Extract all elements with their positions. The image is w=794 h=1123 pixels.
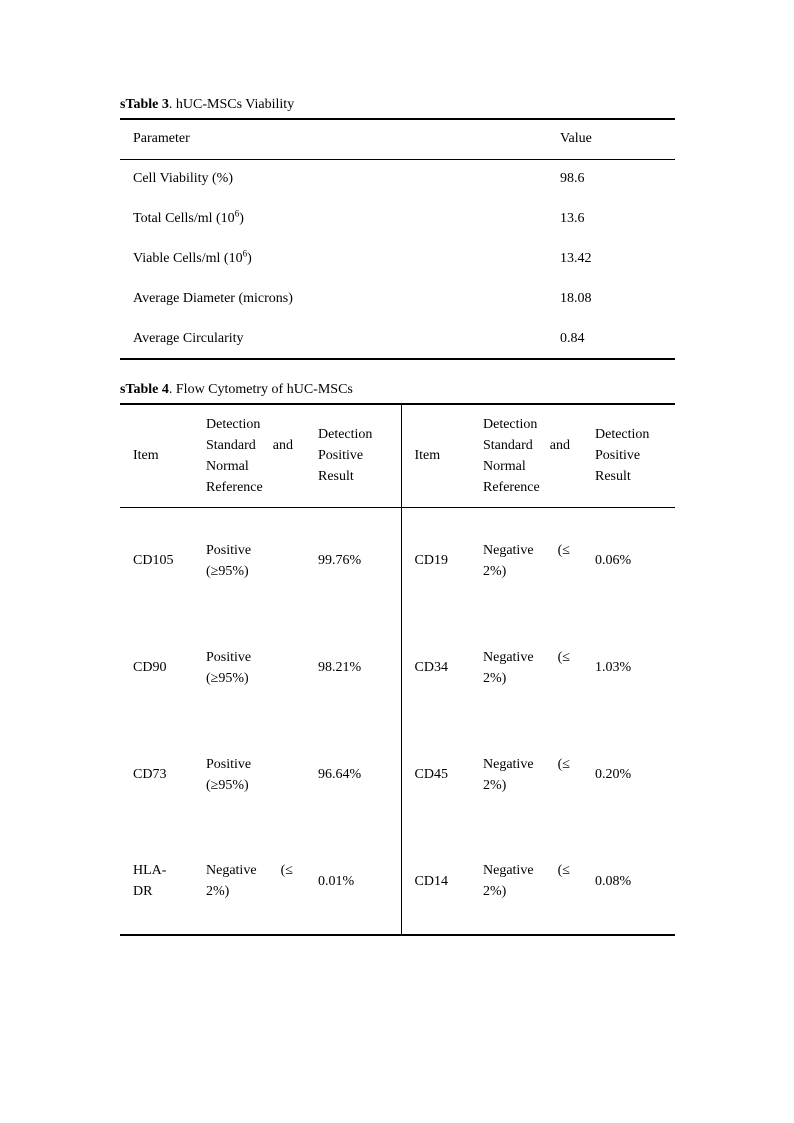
header-line: Detection: [206, 416, 261, 432]
result-cell: 0.08%: [595, 873, 632, 889]
standard-line: [483, 647, 570, 668]
parameter-label: Average Diameter (microns): [133, 291, 293, 306]
parameter-cell: [120, 239, 547, 279]
column-header-parameter: Parameter: [133, 131, 190, 147]
stable3-title: [120, 97, 675, 118]
header-word: and: [272, 437, 293, 453]
value-cell: 13.6: [560, 211, 585, 226]
header-line: Detection: [483, 416, 538, 432]
item-cell: CD19: [414, 553, 448, 569]
item-cell: CD34: [414, 660, 448, 675]
standard-word: (≤: [557, 863, 570, 878]
stable3-title-text: . hUC-MSCs Viability: [168, 97, 295, 112]
stable4-section: [120, 382, 675, 936]
table-row: [120, 614, 675, 721]
parameter-label: Viable Cells/ml (10: [133, 251, 243, 266]
header-line-justified: [206, 435, 293, 456]
table-row: [120, 319, 675, 359]
header-line: Result: [318, 469, 354, 485]
column-header-item-right: Item: [414, 448, 441, 464]
standard-line: (≥95%): [206, 563, 249, 579]
header-line: Normal: [206, 458, 249, 474]
parameter-label: Cell Viability (%): [133, 171, 233, 187]
standard-cell: [193, 828, 305, 935]
standard-line: 2%): [483, 563, 507, 579]
flow-cytometry-table: [120, 403, 675, 936]
table-row: [120, 279, 675, 319]
standard-cell: [193, 507, 305, 614]
standard-line: [206, 860, 293, 881]
superscript: 6: [242, 248, 248, 259]
standard-word: Positive: [206, 542, 252, 558]
standard-line: [483, 754, 570, 775]
value-cell: 0.84: [560, 330, 585, 346]
header-line: Reference: [206, 479, 263, 495]
stable3-section: [120, 97, 675, 360]
header-word: and: [549, 437, 570, 453]
item-cell: CD90: [133, 660, 167, 675]
standard-cell: [193, 614, 305, 721]
standard-line: 2%): [483, 884, 507, 899]
parameter-label: Total Cells/ml (10: [133, 211, 235, 226]
table-row: [120, 721, 675, 828]
standard-word: Negative: [483, 863, 534, 878]
standard-word: (≤: [557, 542, 570, 558]
header-line: Reference: [483, 479, 540, 495]
standard-line: 2%): [483, 670, 507, 686]
standard-line: [206, 647, 293, 668]
parameter-label-suffix: ): [247, 251, 252, 266]
standard-word: (≤: [557, 756, 570, 772]
standard-word: Negative: [483, 649, 534, 665]
column-header-standard-right: [470, 404, 582, 507]
standard-line: [483, 860, 570, 881]
item-cell: HLA-DR: [133, 863, 167, 899]
standard-word: Negative: [483, 542, 534, 558]
table-row: [120, 828, 675, 935]
standard-cell: [470, 614, 582, 721]
value-cell: 13.42: [560, 251, 592, 266]
stable4-title-text: . Flow Cytometry of hUC-MSCs: [168, 382, 353, 397]
table-row: [120, 159, 675, 199]
parameter-label: Average Circularity: [133, 330, 244, 346]
standard-line: (≥95%): [206, 670, 249, 686]
standard-word: Negative: [206, 863, 257, 878]
viability-table: [120, 118, 675, 360]
stable4-title: [120, 382, 675, 403]
result-cell: 98.21%: [305, 614, 401, 721]
standard-word: (≤: [557, 649, 570, 665]
standard-line: (≥95%): [206, 777, 249, 793]
table-row: [120, 239, 675, 279]
header-line: Detection: [595, 427, 650, 443]
standard-cell: [193, 721, 305, 828]
stable3-title-label: sTable 3: [120, 97, 169, 112]
header-line: Detection: [318, 427, 373, 443]
header-line-justified: [483, 435, 570, 456]
result-cell: 96.64%: [305, 721, 401, 828]
standard-cell: [470, 721, 582, 828]
header-line: Normal: [483, 458, 526, 474]
viability-header-row: [120, 119, 675, 159]
item-cell: CD45: [414, 767, 448, 782]
column-header-standard-left: [193, 404, 305, 507]
standard-line: [483, 540, 570, 561]
column-header-value: Value: [560, 131, 592, 147]
standard-word: Positive: [206, 649, 252, 665]
standard-line: [206, 540, 293, 561]
item-cell: CD105: [133, 553, 174, 569]
standard-line: 2%): [483, 777, 507, 793]
standard-cell: [470, 828, 582, 935]
header-line: Positive: [595, 448, 641, 464]
item-cell: CD73: [133, 767, 167, 782]
value-cell: 98.6: [560, 171, 585, 187]
header-line: Positive: [318, 448, 364, 464]
parameter-cell: [120, 319, 547, 359]
result-cell: 0.20%: [595, 767, 632, 782]
parameter-cell: [120, 199, 547, 239]
column-header-result-right: [582, 404, 675, 507]
standard-word: Negative: [483, 756, 534, 772]
standard-word: (≤: [280, 863, 293, 878]
standard-line: 2%): [206, 884, 230, 899]
parameter-cell: [120, 159, 547, 199]
table-row: [120, 199, 675, 239]
result-cell: 0.01%: [305, 828, 401, 935]
result-cell: 0.06%: [595, 553, 632, 569]
result-cell: 99.76%: [305, 507, 401, 614]
standard-word: Positive: [206, 756, 252, 772]
item-cell: CD14: [414, 873, 448, 889]
result-cell: 1.03%: [595, 660, 632, 675]
header-line: Result: [595, 469, 631, 485]
stable4-title-label: sTable 4: [120, 382, 169, 397]
header-word: Standard: [206, 437, 256, 453]
parameter-label-suffix: ): [239, 211, 244, 226]
superscript: 6: [234, 208, 240, 219]
standard-line: [206, 754, 293, 775]
column-header-result-left: [305, 404, 401, 507]
cytometry-header-row: [120, 404, 675, 507]
standard-cell: [470, 507, 582, 614]
header-word: Standard: [483, 437, 533, 453]
parameter-cell: [120, 279, 547, 319]
value-cell: 18.08: [560, 291, 592, 306]
column-header-item-left: Item: [133, 448, 159, 464]
table-row: [120, 507, 675, 614]
